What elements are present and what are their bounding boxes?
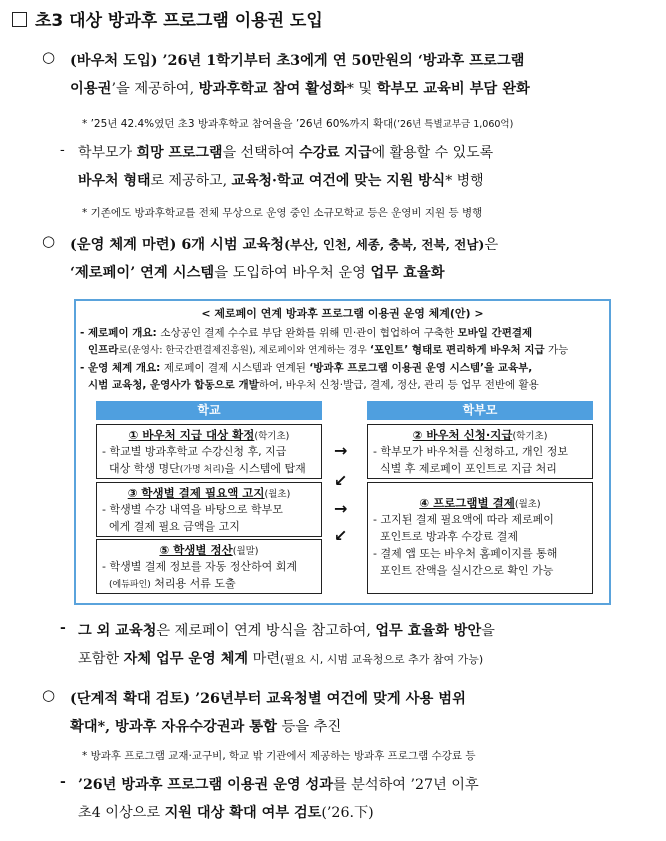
page-title: 초3 대상 방과후 프로그램 이용권 도입 xyxy=(12,6,323,31)
sec4-dash1-line1: ’26년 방과후 프로그램 이용권 운영 성과를 분석하여 ’27년 이후 xyxy=(78,777,479,793)
zeropay-system-box xyxy=(74,299,611,605)
sec1-note2: * 기존에도 방과후학교를 전체 무상으로 운영 중인 소규모학교 등은 운영비 지원 등 병행 xyxy=(82,207,483,219)
sec1-note1: * ’25년 42.4%였던 초3 방과후학교 참여율을 ’26년 60%까지 확대(’26년 특별교부금 1,060억) xyxy=(82,118,514,130)
sec1-dash1-line2: 바우처 형태로 제공하고, 교육청·학교 여건에 맞는 지원 방식* 병행 xyxy=(78,173,484,189)
column-header-school: 학교 xyxy=(96,401,322,420)
arrow-down-left-icon: ↙ xyxy=(334,471,348,490)
circle-bullet-icon: ○ xyxy=(42,686,56,704)
circle-bullet-icon: ○ xyxy=(42,48,56,66)
sec4-dash1-line2: 초4 이상으로 지원 대상 확대 여부 검토(’26.下) xyxy=(78,805,374,821)
dash-bullet: - xyxy=(60,620,66,636)
column-header-parent: 학부모 xyxy=(367,401,593,420)
sec2-line2: ‘제로페이’ 연계 시스템을 도입하여 바우처 운영 업무 효율화 xyxy=(70,265,445,281)
step4-box: ④ 프로그램별 결제(월초) - 고지된 결제 필요액에 따라 제로페이 포인트로 방과후 수강료 결제 - 결제 앱 또는 바우처 홈페이지를 통해 포인트 잔액을 실시간으로 확인 가능 xyxy=(367,482,593,594)
step5-box: ⑤ 학생별 정산(월말) - 학생별 결제 정보를 자동 정산하여 회계 (에듀파인) 처리용 서류 도출 xyxy=(96,539,322,594)
box-bullet2-line2: 시범 교육청, 운영사가 합동으로 개발하여, 바우처 신청·발급, 결제, 정산, 관리 등 업무 전반에 활용 xyxy=(88,379,539,391)
sec4-line1: (단계적 확대 검토) ’26년부터 교육청별 여건에 맞게 사용 범위 xyxy=(70,691,466,707)
box-bullet1-line1: - 제로페이 개요: 소상공인 결제 수수료 부담 완화를 위해 민·관이 협업하여 구축한 모바일 간편결제 xyxy=(80,327,533,339)
sec1-line1: (바우처 도입) ’26년 1학기부터 초3에게 연 50만원의 ‘방과후 프로그램 xyxy=(70,53,525,69)
circle-bullet-icon: ○ xyxy=(42,232,56,250)
step1-box: ① 바우처 지급 대상 확정(학기초) - 학교별 방과후학교 수강신청 후, 지급 대상 학생 명단(가명 처리)을 시스템에 탑재 xyxy=(96,424,322,479)
box-heading: < 제로페이 연계 방과후 프로그램 이용권 운영 체계(안) > xyxy=(201,307,484,320)
sec4-note: * 방과후 프로그램 교재·교구비, 학교 밖 기관에서 제공하는 방과후 프로그램 수강료 등 xyxy=(82,750,476,762)
arrow-right-icon: → xyxy=(334,499,348,518)
sec2-line1: (운영 체계 마련) 6개 시범 교육청(부산, 인천, 세종, 충북, 전북, 전남)은 xyxy=(70,237,499,253)
sec1-line2: 이용권’을 제공하여, 방과후학교 참여 활성화* 및 학부모 교육비 부담 완화 xyxy=(70,81,530,97)
step3-box: ③ 학생별 결제 필요액 고지(월초) - 학생별 수강 내역을 바탕으로 학부모 에게 결제 필요 금액을 고지 xyxy=(96,482,322,537)
sec3-line2: 포함한 자체 업무 운영 체계 마련(필요 시, 시범 교육청으로 추가 참여 가능) xyxy=(78,651,484,667)
arrow-right-icon: → xyxy=(334,441,348,460)
step2-box: ② 바우처 신청·지급(학기초) - 학부모가 바우처를 신청하고, 개인 정보 식별 후 제로페이 포인트로 지급 처리 xyxy=(367,424,593,479)
sec3-line1: 그 외 교육청은 제로페이 연계 방식을 참고하여, 업무 효율화 방안을 xyxy=(78,623,495,639)
sec4-line2: 확대*, 방과후 자유수강권과 통합 등을 추진 xyxy=(70,719,342,735)
box-bullet2-line1: - 운영 체계 개요: 제로페이 결제 시스템과 연계된 ‘방과후 프로그램 이용권 운영 시스템’을 교육부, xyxy=(80,362,533,374)
arrow-down-left-icon: ↙ xyxy=(334,526,348,545)
dash-bullet: - xyxy=(60,142,65,158)
sec1-dash1-line1: 학부모가 희망 프로그램을 선택하여 수강료 지급에 활용할 수 있도록 xyxy=(78,145,494,161)
dash-bullet: - xyxy=(60,774,66,790)
box-bullet1-line2: 인프라로(운영사: 한국간편결제진흥원), 제로페이와 연계하는 경우 ‘포인트’ 형태로 편리하게 바우처 지급 가능 xyxy=(88,344,569,356)
checkbox-square-icon xyxy=(12,12,27,27)
